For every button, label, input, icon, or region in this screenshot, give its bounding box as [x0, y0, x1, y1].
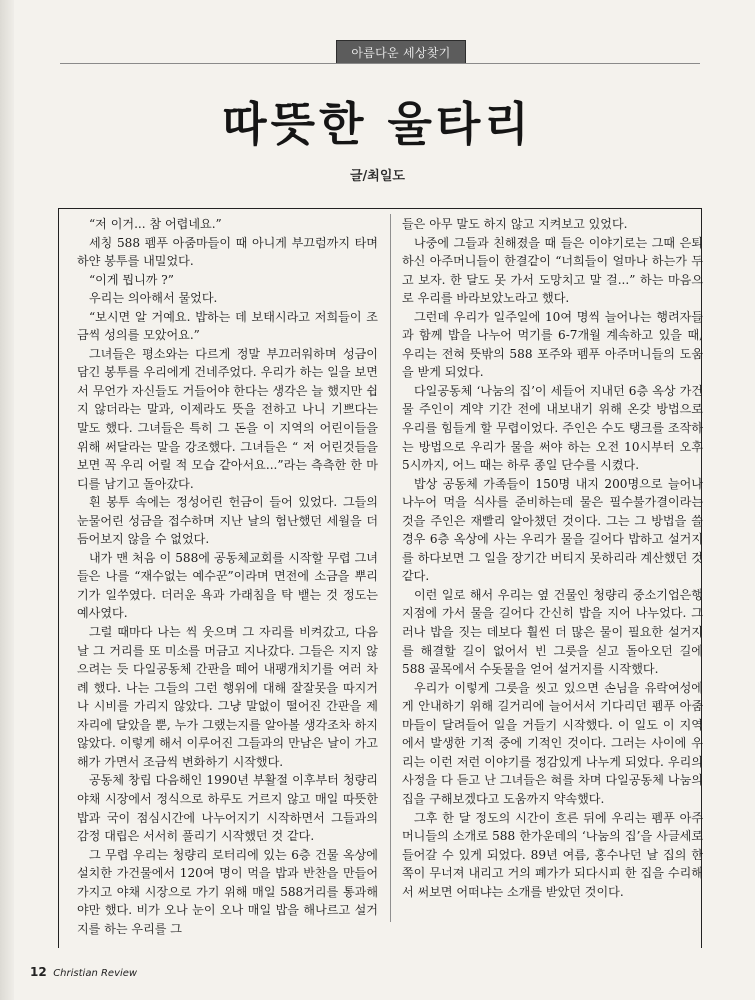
- paragraph: 흰 봉투 속에는 정성어린 헌금이 들어 있었다. 그들의 눈물어린 성금을 접수하며 지난 날의 험난했던 세월을 더듬어보지 않을 수 없었다.: [77, 495, 378, 547]
- byline: 글/최일도: [350, 169, 405, 184]
- paragraph: 공동체 창립 다음해인 1990년 부활절 이후부터 청량리 야채 시장에서 정식으로 하루도 거르지 않고 매일 따뜻한 밥과 국이 점심시간에 나누어지기 시작하면서 그들과의 감정 대립은 서서히 풀리기 시작했던 것 같다.: [77, 773, 378, 844]
- paragraph: “이게 뭡니까 ?”: [89, 272, 174, 287]
- column-divider: [390, 214, 391, 922]
- section-label-box: [336, 40, 466, 64]
- paragraph: 우리가 이렇게 그릇을 씻고 있으면 손님을 유락여성에게 안내하기 위해 길거리에 늘어서서 기다리던 펨푸 아줌마들이 달려들어 일을 거들기 시작했다. 이 일도 이 지역에서 발생한 기적 중에 기적인 것이다. 그러는 사이에 우리는 이런 저런 이야기를 정감있게 나누게 되었다. 우리의 사정을 다 듣고 난 그녀들은 혀를 차며 다일공동체 나눔의 집을 구해보겠다고 도움까지 약속했다.: [402, 680, 703, 806]
- right-column: [402, 215, 703, 901]
- paragraph: 밥상 공동체 가족들이 150명 내지 200명으로 늘어나 나누어 먹을 식사를 준비하는데 물은 필수불가결이라는 것을 주인은 재빨리 알아챘던 것이다. 그는 그 방법을 쓸 경우 6층 옥상에 사는 우리가 물을 길어다 밥하고 설거지를 하다보면 그 일을 장기간 버티지 못하리라 계산했던 것 같다.: [402, 476, 703, 584]
- paragraph: 다일공동체 ‘나눔의 집’이 세들어 지내던 6층 옥상 가건물 주인이 계약 기간 전에 내보내기 위해 온갖 방법으로 우리를 힘들게 할 무렵이었다. 주인은 수도 탱크를 조작하는 방법으로 우리가 물을 써야 하는 오전 10시부터 오후 5시까지, 어느 때는 하루 종일 단수를 시켰다.: [402, 383, 703, 473]
- page-number: 12: [30, 965, 47, 979]
- paragraph: “저 이거... 참 어렵네요.”: [89, 217, 222, 231]
- article-title: 따뜻한 울타리: [222, 97, 533, 151]
- frame-left-rule: [58, 208, 59, 948]
- paragraph: 이런 일로 해서 우리는 옆 건물인 청량리 중소기업은행 지점에 가서 물을 길어다 간신히 밥을 지어 나누었다. 그러나 밥을 짓는 데보다 훨씬 더 많은 물이 필요한 설거지를 해결할 길이 없어서 빈 그릇을 싣고 돌아오던 길에 588 골목에서 수돗물을 얻어 설거지를 시작했다.: [402, 587, 703, 677]
- paragraph: 우리는 의아해서 물었다.: [89, 291, 218, 306]
- paragraph: 그녀들은 평소와는 다르게 정말 부끄러워하며 성금이 담긴 봉투를 우리에게 건네주었다. 우리가 하는 일을 보면서 무언가 자신들도 거들어야 한다는 생각은 늘 했지만 쉽지 않더라는 말과, 이제라도 뜻을 전하고 나니 기쁘다는 말도 했다. 그녀들은 특히 그 돈을 이 지역의 어린이들을 위해 써달라는 말을 강조했다. 그녀들은 “ 저 어린것들을 보면 꼭 우리 어릴 적 모습 같아서요...”라는 측측한 한 마디를 남기고 돌아갔다.: [77, 346, 378, 491]
- header-rule: [60, 63, 700, 64]
- left-column: [77, 215, 378, 938]
- paragraph: “보시면 알 거예요. 밥하는 데 보태시라고 저희들이 조금씩 성의를 모았어요.”: [77, 309, 378, 343]
- section-label: 아름다운 세상찾기: [351, 45, 451, 60]
- paragraph: 나중에 그들과 친해졌을 때 들은 이야기로는 그때 은퇴하신 아주머니들이 한결같이 “너희들이 얼마나 하는가 두고 보자. 한 달도 못 가서 도망치고 말 걸...” 하는 마음으로 우리를 바라보았노라고 했다.: [402, 235, 703, 306]
- magazine-name: Christian Review: [53, 968, 138, 979]
- paragraph: 내가 맨 처음 이 588에 공동체교회를 시작할 무렵 그녀들은 나를 “재수없는 예수꾼”이라며 면전에 소금을 뿌리기가 일쑤였다. 더러운 욕과 가래침을 탁 뱉는 것 정도는 예사였다.: [77, 550, 378, 621]
- paragraph: 그럴 때마다 나는 씩 웃으며 그 자리를 비켜갔고, 다음날 그 거리를 또 미소를 머금고 지나갔다. 그들은 지지 않으려는 듯 다일공동체 간판을 떼어 내팽개치기를 여러 차례 했다. 나는 그들의 그런 행위에 대해 잘잘못을 따지거나 시비를 가리지 않았다. 그냥 말없이 떨어진 간판을 제자리에 달았을 뿐, 누가 그랬는지를 알아볼 생각조차 하지 않았다. 이렇게 해서 이루어진 그들과의 만남은 날이 가고 해가 가면서 조금씩 변화하기 시작했다.: [77, 625, 378, 769]
- paragraph: 그런데 우리가 일주일에 10여 명씩 늘어나는 행려자들과 함께 밥을 나누어 먹기를 6-7개월 계속하고 있을 때, 우리는 전혀 뜻밖의 588 포주와 펨푸 아주머니들의 도움을 받게 되었다.: [402, 309, 703, 380]
- paragraph: 세칭 588 펨푸 아줌마들이 때 아니게 부끄럼까지 타며 하얀 봉투를 내밀었다.: [77, 235, 378, 269]
- page-footer: [30, 965, 137, 979]
- paragraph: 그 무렵 우리는 청량리 로터리에 있는 6층 건물 옥상에 설치한 가건물에서 120여 명이 먹을 밥과 반찬을 만들어 가지고 야채 시장으로 가기 위해 매일 588거리를 통과해야만 했다. 비가 오나 눈이 오나 매일 밥을 해나르고 설거지를 하는 우리를 그: [77, 847, 378, 936]
- paragraph: 그후 한 달 정도의 시간이 흐른 뒤에 우리는 펨푸 아주머니들의 소개로 588 한가운데의 ‘나눔의 집’을 사글세로 들어갈 수 있게 되었다. 89년 여름, 홍수나던 날 집의 한쪽이 무너져 내리고 거의 폐가가 되다시피 한 집을 수리해서 써보면 어떠냐는 소개를 받았던 것이다.: [402, 810, 703, 899]
- frame-top-rule: [58, 208, 702, 209]
- paragraph: 들은 아무 말도 하지 않고 지켜보고 있었다.: [402, 217, 628, 231]
